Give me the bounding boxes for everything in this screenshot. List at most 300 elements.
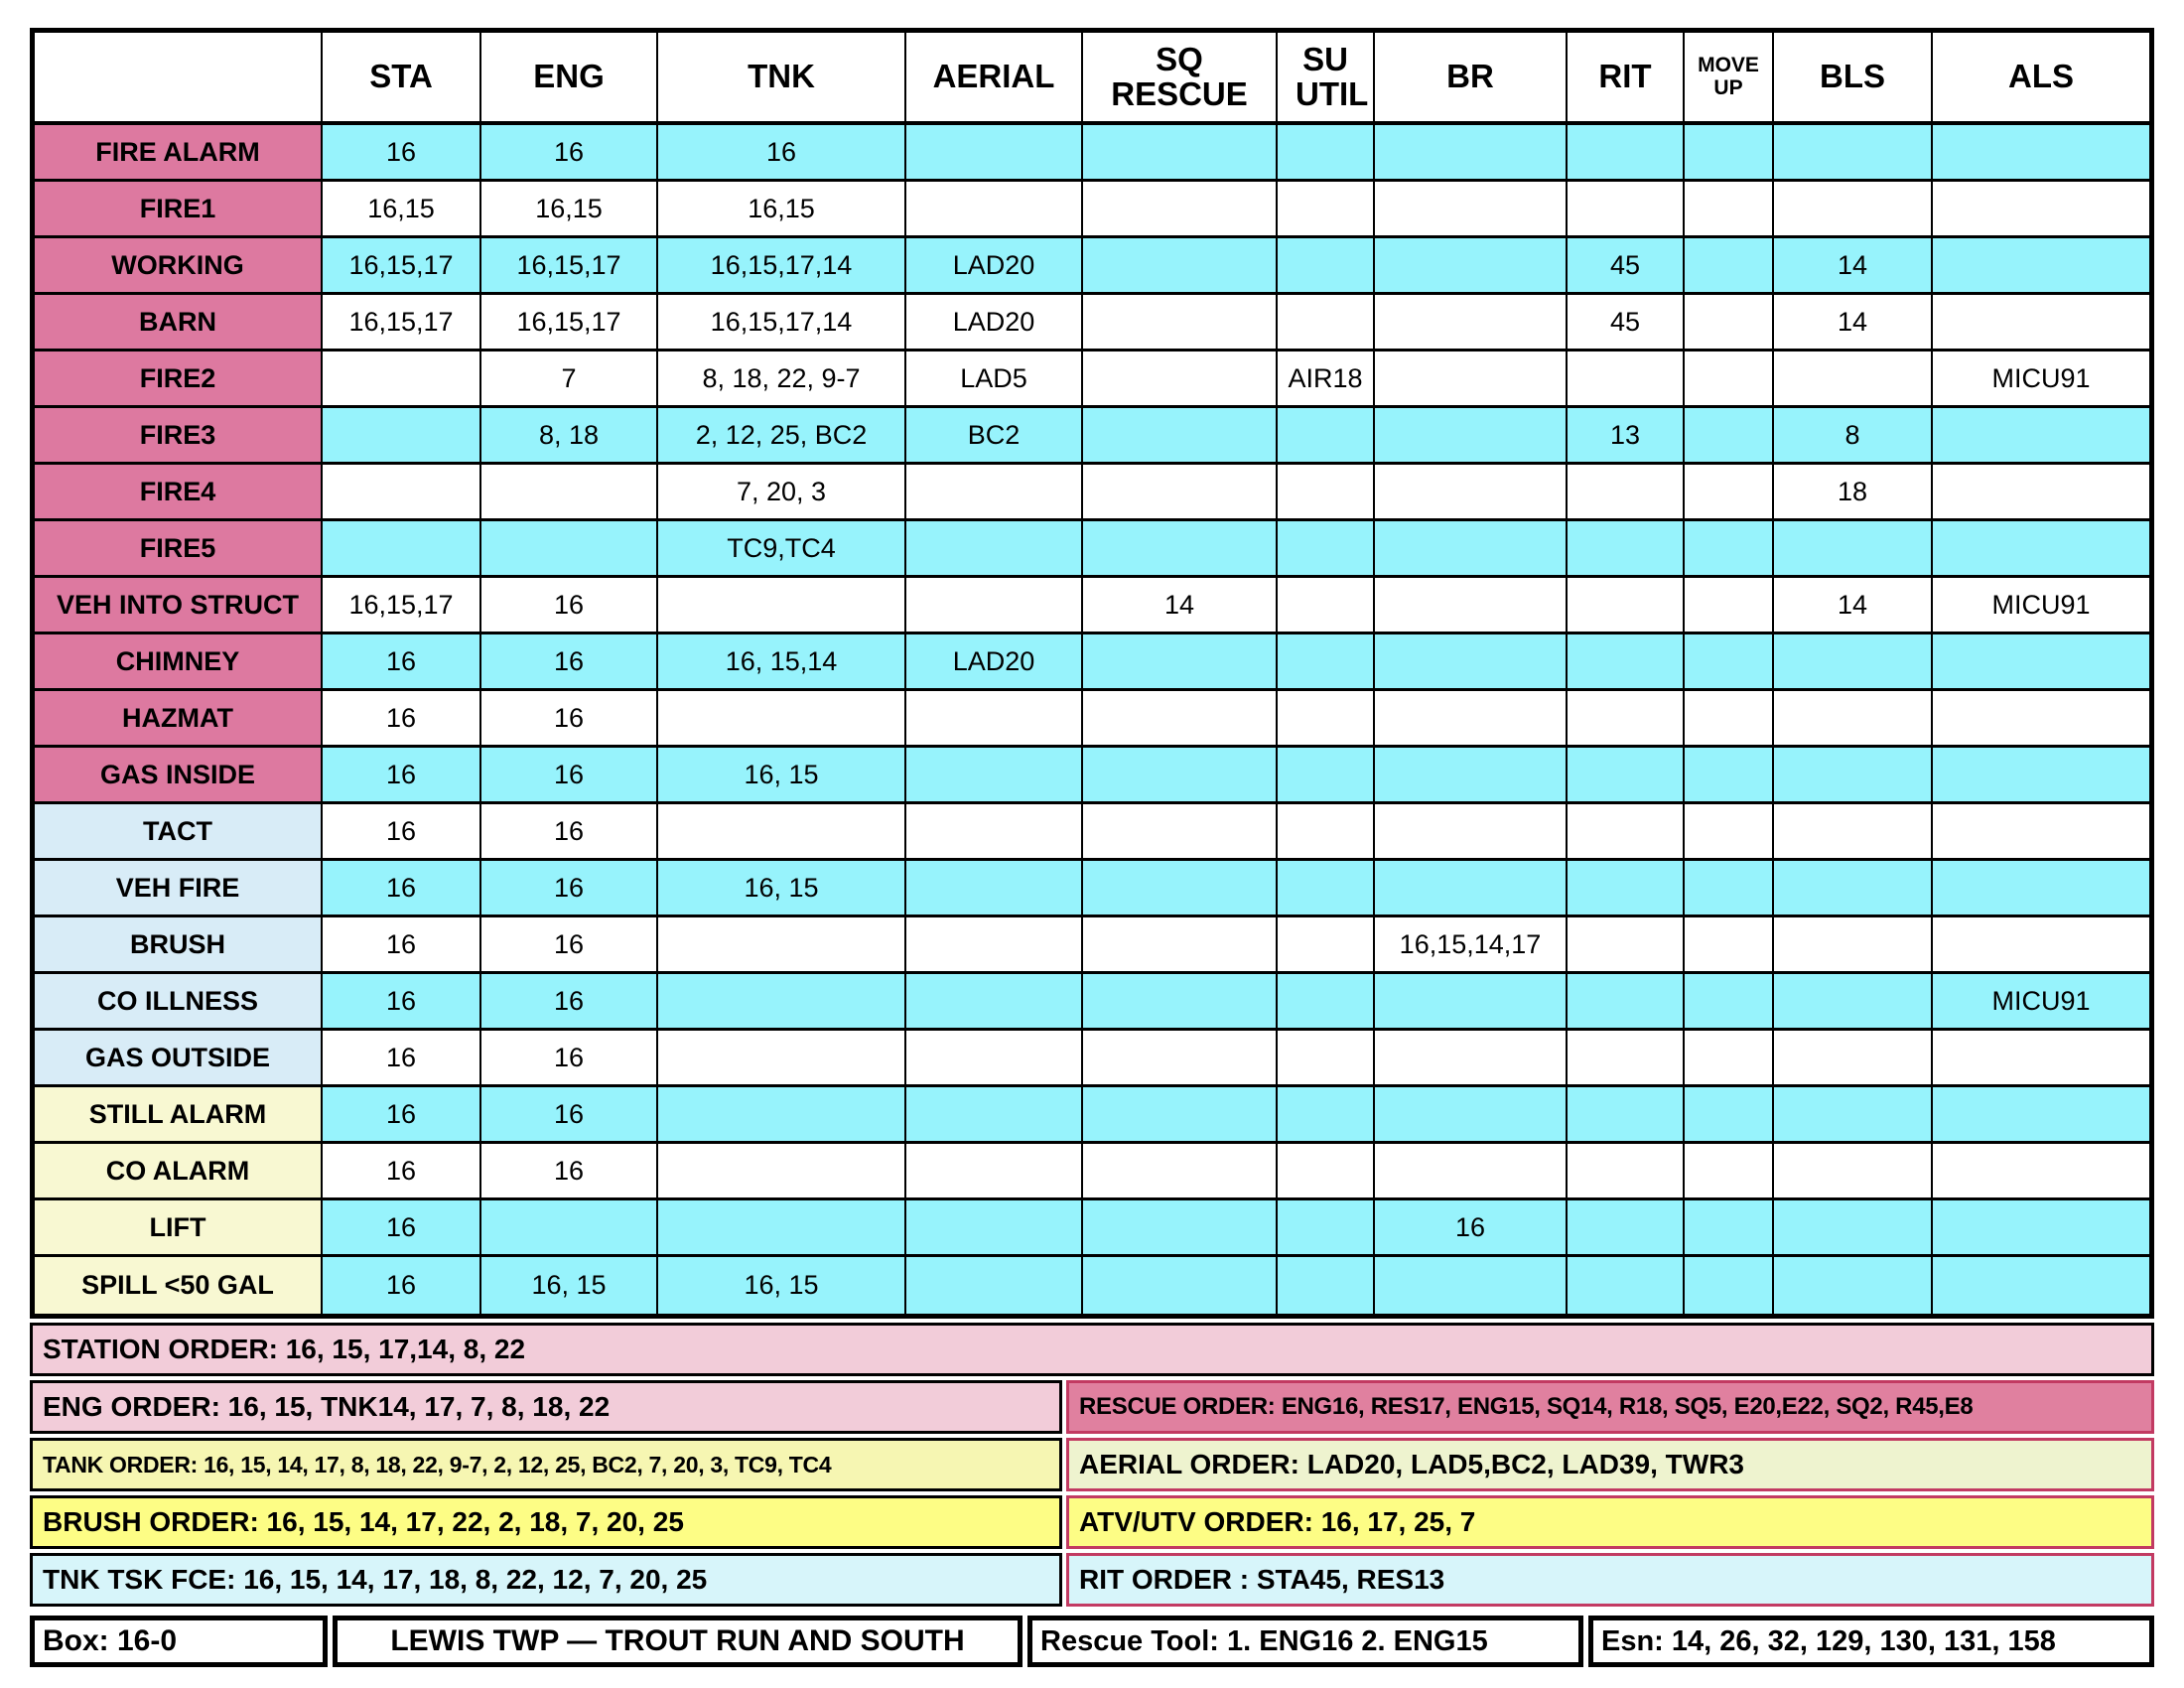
grid-cell-fire1-su_util (1278, 182, 1375, 238)
grid-cell-hazmat-su_util (1278, 691, 1375, 748)
grid-cell-working-tnk (658, 238, 906, 295)
tank-order-text: TANK ORDER: 16, 15, 14, 17, 8, 18, 22, 9-7, 2, 12, 25, BC2, 7, 20, 3, TC9, TC4 (43, 1451, 832, 1477)
grid-cell-value: AIR18 (1288, 362, 1363, 393)
grid-cell-value: 16, 15 (531, 1270, 607, 1300)
grid-cell-fire5-als (1933, 521, 2149, 578)
column-header-label: SU UTIL (1296, 40, 1369, 112)
grid-cell-veh-into-struct-br (1375, 578, 1568, 634)
row-label-gas-inside (35, 748, 323, 804)
grid-cell-barn-sq_rescue (1083, 295, 1278, 352)
grid-cell-fire1-eng (481, 182, 658, 238)
grid-cell-value: 13 (1609, 419, 1641, 450)
grid-cell-co-alarm-eng (481, 1144, 658, 1200)
grid-cell-gas-outside-tnk (658, 1031, 906, 1087)
grid-cell-fire3-als (1933, 408, 2149, 465)
grid-cell-spill-50-gal-br (1375, 1257, 1568, 1314)
grid-cell-co-alarm-sta (323, 1144, 481, 1200)
grid-cell-value: 16,15,17 (348, 589, 454, 620)
column-header-eng (481, 33, 658, 125)
column-header-label: ALS (2008, 58, 2074, 95)
grid-cell-tact-tnk (658, 804, 906, 861)
row-label-text: BARN (139, 306, 216, 337)
row-label-text: FIRE3 (139, 419, 216, 450)
grid-cell-value: 16 (1454, 1211, 1486, 1242)
grid-cell-barn-sta (323, 295, 481, 352)
grid-cell-value: 16 (553, 815, 585, 846)
grid-cell-value: 45 (1609, 249, 1641, 280)
grid-cell-fire-alarm-move_up (1685, 125, 1774, 182)
row-label-fire3 (35, 408, 323, 465)
grid-cell-fire-alarm-sta (323, 125, 481, 182)
grid-cell-brush-bls (1774, 917, 1933, 974)
grid-cell-hazmat-bls (1774, 691, 1933, 748)
grid-cell-tact-aerial (906, 804, 1083, 861)
grid-cell-value: 16,15,17 (516, 249, 621, 280)
grid-cell-fire2-als (1933, 352, 2149, 408)
grid-cell-veh-into-struct-sta (323, 578, 481, 634)
grid-cell-spill-50-gal-sta (323, 1257, 481, 1314)
grid-cell-fire3-aerial (906, 408, 1083, 465)
tnk-rit-order-row (30, 1553, 2154, 1607)
tank-order-box (30, 1438, 1062, 1491)
row-label-spill-50-gal (35, 1257, 323, 1314)
grid-cell-fire3-sta (323, 408, 481, 465)
row-label-fire2 (35, 352, 323, 408)
grid-cell-veh-into-struct-als (1933, 578, 2149, 634)
column-header-br (1375, 33, 1568, 125)
column-header-aerial (906, 33, 1083, 125)
grid-cell-veh-into-struct-bls (1774, 578, 1933, 634)
grid-cell-value: 16 (553, 872, 585, 903)
grid-cell-value: 16,15,17 (348, 249, 454, 280)
row-label-tact (35, 804, 323, 861)
grid-cell-value: 45 (1609, 306, 1641, 337)
rescue-tool-text: Rescue Tool: 1. ENG16 2. ENG15 (1040, 1624, 1488, 1657)
grid-cell-working-als (1933, 238, 2149, 295)
grid-cell-value: 16,15 (748, 193, 815, 223)
grid-cell-working-move_up (1685, 238, 1774, 295)
grid-cell-brush-su_util (1278, 917, 1375, 974)
grid-cell-hazmat-tnk (658, 691, 906, 748)
grid-cell-hazmat-br (1375, 691, 1568, 748)
row-label-text: STILL ALARM (88, 1098, 267, 1129)
grid-cell-gas-outside-sta (323, 1031, 481, 1087)
grid-cell-gas-inside-br (1375, 748, 1568, 804)
grid-cell-hazmat-rit (1568, 691, 1685, 748)
grid-cell-barn-rit (1568, 295, 1685, 352)
row-label-co-alarm (35, 1144, 323, 1200)
rescue-order-box (1066, 1380, 2154, 1434)
column-header-als (1933, 33, 2149, 125)
row-label-text: CHIMNEY (115, 645, 240, 676)
grid-cell-value: 16 (385, 872, 417, 903)
row-label-text: FIRE4 (139, 476, 216, 506)
esn-box (1588, 1616, 2154, 1667)
column-header-label: SQ RESCUE (1111, 40, 1248, 112)
grid-cell-value: 18 (1837, 476, 1868, 506)
grid-cell-veh-fire-als (1933, 861, 2149, 917)
column-header-tnk (658, 33, 906, 125)
column-header-label: TNK (748, 58, 815, 95)
grid-cell-value: 16 (385, 1211, 417, 1242)
grid-cell-value: 16 (553, 1155, 585, 1186)
box-number-text: Box: 16-0 (43, 1624, 178, 1657)
grid-cell-veh-fire-sta (323, 861, 481, 917)
grid-cell-fire2-sta (323, 352, 481, 408)
grid-cell-fire1-sq_rescue (1083, 182, 1278, 238)
grid-cell-fire5-tnk (658, 521, 906, 578)
grid-cell-value: 16,15 (367, 193, 435, 223)
grid-cell-fire4-eng (481, 465, 658, 521)
grid-cell-still-alarm-als (1933, 1087, 2149, 1144)
grid-cell-value: 14 (1837, 249, 1868, 280)
grid-cell-fire-alarm-sq_rescue (1083, 125, 1278, 182)
grid-cell-veh-into-struct-tnk (658, 578, 906, 634)
grid-cell-barn-eng (481, 295, 658, 352)
grid-cell-value: 16 (385, 136, 417, 167)
row-label-fire-alarm (35, 125, 323, 182)
grid-cell-brush-tnk (658, 917, 906, 974)
grid-cell-co-illness-tnk (658, 974, 906, 1031)
grid-cell-hazmat-move_up (1685, 691, 1774, 748)
grid-cell-chimney-eng (481, 634, 658, 691)
grid-cell-value: 16 (553, 759, 585, 789)
grid-cell-working-aerial (906, 238, 1083, 295)
grid-cell-lift-su_util (1278, 1200, 1375, 1257)
grid-cell-spill-50-gal-eng (481, 1257, 658, 1314)
aerial-order-box (1066, 1438, 2154, 1491)
grid-cell-fire4-su_util (1278, 465, 1375, 521)
grid-cell-gas-inside-su_util (1278, 748, 1375, 804)
eng-rescue-order-row (30, 1380, 2154, 1434)
grid-cell-veh-fire-eng (481, 861, 658, 917)
grid-cell-veh-fire-br (1375, 861, 1568, 917)
grid-cell-value: 16 (385, 1098, 417, 1129)
grid-cell-still-alarm-rit (1568, 1087, 1685, 1144)
grid-cell-fire5-br (1375, 521, 1568, 578)
grid-cell-co-alarm-bls (1774, 1144, 1933, 1200)
grid-cell-co-alarm-br (1375, 1144, 1568, 1200)
grid-cell-fire-alarm-aerial (906, 125, 1083, 182)
grid-cell-fire2-bls (1774, 352, 1933, 408)
grid-cell-still-alarm-move_up (1685, 1087, 1774, 1144)
grid-cell-working-rit (1568, 238, 1685, 295)
grid-cell-gas-inside-sq_rescue (1083, 748, 1278, 804)
column-header-rit (1568, 33, 1685, 125)
grid-cell-value: 16 (553, 985, 585, 1016)
grid-cell-value: 16 (385, 645, 417, 676)
grid-cell-still-alarm-sta (323, 1087, 481, 1144)
grid-cell-value: 14 (1163, 589, 1195, 620)
grid-cell-fire1-move_up (1685, 182, 1774, 238)
column-header-sta (323, 33, 481, 125)
footer-row (30, 1616, 2154, 1667)
grid-cell-co-alarm-su_util (1278, 1144, 1375, 1200)
grid-cell-gas-outside-sq_rescue (1083, 1031, 1278, 1087)
row-label-fire1 (35, 182, 323, 238)
grid-cell-co-alarm-move_up (1685, 1144, 1774, 1200)
grid-cell-lift-eng (481, 1200, 658, 1257)
grid-cell-fire4-sta (323, 465, 481, 521)
grid-cell-tact-su_util (1278, 804, 1375, 861)
grid-cell-still-alarm-bls (1774, 1087, 1933, 1144)
grid-cell-spill-50-gal-sq_rescue (1083, 1257, 1278, 1314)
grid-cell-fire4-rit (1568, 465, 1685, 521)
row-label-text: BRUSH (129, 928, 225, 959)
row-label-brush (35, 917, 323, 974)
row-label-text: GAS OUTSIDE (84, 1042, 271, 1072)
grid-cell-fire5-eng (481, 521, 658, 578)
grid-cell-gas-outside-eng (481, 1031, 658, 1087)
grid-cell-value: 7, 20, 3 (736, 476, 827, 506)
row-label-text: TACT (143, 815, 212, 846)
grid-cell-value: 16 (385, 815, 417, 846)
grid-cell-fire1-aerial (906, 182, 1083, 238)
grid-cell-fire4-tnk (658, 465, 906, 521)
grid-cell-value: LAD5 (960, 362, 1027, 393)
grid-cell-hazmat-als (1933, 691, 2149, 748)
grid-cell-co-illness-br (1375, 974, 1568, 1031)
grid-cell-lift-sq_rescue (1083, 1200, 1278, 1257)
grid-cell-fire1-rit (1568, 182, 1685, 238)
grid-cell-fire-alarm-als (1933, 125, 2149, 182)
grid-cell-lift-br (1375, 1200, 1568, 1257)
grid-cell-co-illness-move_up (1685, 974, 1774, 1031)
grid-cell-value: LAD20 (952, 249, 1035, 280)
brush-atv-order-row (30, 1495, 2154, 1549)
tnk-tsk-fce-box (30, 1553, 1062, 1607)
grid-cell-spill-50-gal-bls (1774, 1257, 1933, 1314)
grid-cell-tact-eng (481, 804, 658, 861)
grid-cell-fire-alarm-tnk (658, 125, 906, 182)
atv-utv-order-box (1066, 1495, 2154, 1549)
grid-cell-fire3-su_util (1278, 408, 1375, 465)
grid-cell-fire1-bls (1774, 182, 1933, 238)
grid-cell-fire3-rit (1568, 408, 1685, 465)
grid-cell-gas-outside-aerial (906, 1031, 1083, 1087)
grid-cell-fire5-aerial (906, 521, 1083, 578)
row-label-chimney (35, 634, 323, 691)
row-label-barn (35, 295, 323, 352)
grid-cell-fire5-su_util (1278, 521, 1375, 578)
row-label-text: FIRE5 (139, 532, 216, 563)
aerial-order-text: AERIAL ORDER: LAD20, LAD5,BC2, LAD39, TWR3 (1079, 1449, 1745, 1479)
tnk-tsk-fce-text: TNK TSK FCE: 16, 15, 14, 17, 18, 8, 22, 12, 7, 20, 25 (43, 1564, 708, 1595)
grid-cell-fire-alarm-bls (1774, 125, 1933, 182)
grid-cell-fire3-move_up (1685, 408, 1774, 465)
grid-cell-value: 16,15,17,14 (710, 306, 853, 337)
rit-order-box (1066, 1553, 2154, 1607)
grid-cell-hazmat-sq_rescue (1083, 691, 1278, 748)
grid-cell-value: 14 (1837, 306, 1868, 337)
row-label-text: VEH FIRE (115, 872, 240, 903)
grid-cell-value: 14 (1837, 589, 1868, 620)
column-header-su_util (1278, 33, 1375, 125)
row-label-text: FIRE1 (139, 193, 216, 223)
row-label-veh-fire (35, 861, 323, 917)
grid-cell-fire2-aerial (906, 352, 1083, 408)
row-label-gas-outside (35, 1031, 323, 1087)
box-number-box (30, 1616, 328, 1667)
grid-cell-value: 16 (385, 1042, 417, 1072)
row-label-fire5 (35, 521, 323, 578)
grid-cell-value: 16 (553, 1098, 585, 1129)
column-header-label: AERIAL (932, 58, 1055, 95)
column-header-label: RIT (1598, 58, 1652, 95)
grid-cell-fire3-bls (1774, 408, 1933, 465)
grid-cell-fire1-br (1375, 182, 1568, 238)
grid-cell-fire-alarm-br (1375, 125, 1568, 182)
grid-cell-value: 16 (553, 589, 585, 620)
grid-cell-value: MICU91 (1991, 985, 2091, 1016)
row-label-veh-into-struct (35, 578, 323, 634)
grid-cell-fire3-br (1375, 408, 1568, 465)
brush-order-box (30, 1495, 1062, 1549)
grid-cell-gas-inside-rit (1568, 748, 1685, 804)
grid-cell-veh-fire-aerial (906, 861, 1083, 917)
grid-cell-value: MICU91 (1991, 362, 2091, 393)
grid-cell-gas-outside-als (1933, 1031, 2149, 1087)
grid-cell-spill-50-gal-rit (1568, 1257, 1685, 1314)
grid-cell-fire1-sta (323, 182, 481, 238)
grid-cell-chimney-sta (323, 634, 481, 691)
grid-cell-barn-aerial (906, 295, 1083, 352)
grid-cell-co-illness-su_util (1278, 974, 1375, 1031)
grid-cell-hazmat-eng (481, 691, 658, 748)
grid-cell-fire4-move_up (1685, 465, 1774, 521)
grid-cell-barn-su_util (1278, 295, 1375, 352)
grid-cell-lift-aerial (906, 1200, 1083, 1257)
row-label-working (35, 238, 323, 295)
grid-cell-value: 16 (765, 136, 797, 167)
grid-cell-co-alarm-tnk (658, 1144, 906, 1200)
grid-cell-fire4-als (1933, 465, 2149, 521)
grid-cell-barn-tnk (658, 295, 906, 352)
grid-cell-brush-move_up (1685, 917, 1774, 974)
grid-cell-working-br (1375, 238, 1568, 295)
grid-cell-spill-50-gal-als (1933, 1257, 2149, 1314)
grid-cell-fire1-tnk (658, 182, 906, 238)
grid-cell-co-alarm-rit (1568, 1144, 1685, 1200)
grid-cell-fire1-als (1933, 182, 2149, 238)
eng-order-text: ENG ORDER: 16, 15, TNK14, 17, 7, 8, 18, 22 (43, 1391, 611, 1422)
grid-cell-barn-bls (1774, 295, 1933, 352)
grid-cell-working-eng (481, 238, 658, 295)
grid-cell-fire4-bls (1774, 465, 1933, 521)
grid-cell-lift-rit (1568, 1200, 1685, 1257)
row-label-text: GAS INSIDE (99, 759, 256, 789)
grid-cell-spill-50-gal-aerial (906, 1257, 1083, 1314)
grid-cell-fire2-su_util (1278, 352, 1375, 408)
esn-text: Esn: 14, 26, 32, 129, 130, 131, 158 (1601, 1624, 2056, 1657)
grid-cell-veh-fire-bls (1774, 861, 1933, 917)
rit-order-text: RIT ORDER : STA45, RES13 (1079, 1564, 1445, 1595)
row-label-lift (35, 1200, 323, 1257)
row-label-text: WORKING (111, 249, 244, 280)
grid-cell-chimney-br (1375, 634, 1568, 691)
row-label-hazmat (35, 691, 323, 748)
grid-cell-value: 16 (553, 1042, 585, 1072)
column-header-label: ENG (533, 58, 605, 95)
grid-cell-fire5-sta (323, 521, 481, 578)
grid-cell-tact-sq_rescue (1083, 804, 1278, 861)
grid-cell-value: 7 (561, 362, 577, 393)
grid-cell-barn-move_up (1685, 295, 1774, 352)
grid-cell-fire2-br (1375, 352, 1568, 408)
brush-order-text: BRUSH ORDER: 16, 15, 14, 17, 22, 2, 18, 7, 20, 25 (43, 1506, 684, 1537)
grid-cell-tact-br (1375, 804, 1568, 861)
grid-cell-working-su_util (1278, 238, 1375, 295)
grid-cell-co-alarm-sq_rescue (1083, 1144, 1278, 1200)
grid-cell-value: 8, 18 (538, 419, 600, 450)
grid-cell-fire5-rit (1568, 521, 1685, 578)
location-text: LEWIS TWP — TROUT RUN AND SOUTH (390, 1624, 965, 1657)
row-label-still-alarm (35, 1087, 323, 1144)
row-label-text: CO ALARM (105, 1155, 250, 1186)
grid-cell-chimney-su_util (1278, 634, 1375, 691)
grid-cell-gas-outside-move_up (1685, 1031, 1774, 1087)
station-order-box (30, 1323, 2154, 1376)
column-header-incident_type (35, 33, 323, 125)
row-label-text: SPILL <50 GAL (81, 1270, 274, 1300)
grid-cell-hazmat-sta (323, 691, 481, 748)
grid-cell-veh-into-struct-rit (1568, 578, 1685, 634)
grid-cell-value: BC2 (967, 419, 1021, 450)
grid-cell-gas-inside-move_up (1685, 748, 1774, 804)
grid-cell-fire3-eng (481, 408, 658, 465)
grid-cell-lift-tnk (658, 1200, 906, 1257)
grid-cell-fire2-move_up (1685, 352, 1774, 408)
grid-cell-gas-inside-aerial (906, 748, 1083, 804)
grid-cell-value: 16 (385, 759, 417, 789)
grid-cell-fire4-sq_rescue (1083, 465, 1278, 521)
grid-cell-veh-fire-rit (1568, 861, 1685, 917)
grid-cell-veh-fire-su_util (1278, 861, 1375, 917)
grid-cell-veh-fire-tnk (658, 861, 906, 917)
grid-cell-lift-als (1933, 1200, 2149, 1257)
grid-cell-tact-move_up (1685, 804, 1774, 861)
grid-cell-value: 16 (385, 702, 417, 733)
grid-cell-value: 16, 15,14 (725, 645, 838, 676)
grid-cell-value: 16 (385, 985, 417, 1016)
grid-cell-spill-50-gal-tnk (658, 1257, 906, 1314)
grid-cell-fire2-rit (1568, 352, 1685, 408)
grid-cell-value: 16 (385, 928, 417, 959)
grid-cell-brush-sta (323, 917, 481, 974)
grid-cell-tact-rit (1568, 804, 1685, 861)
grid-cell-co-alarm-als (1933, 1144, 2149, 1200)
grid-cell-fire3-sq_rescue (1083, 408, 1278, 465)
grid-cell-value: 16, 15 (744, 872, 819, 903)
grid-cell-veh-into-struct-eng (481, 578, 658, 634)
grid-cell-value: 16, 15 (744, 759, 819, 789)
grid-cell-value: 16 (385, 1270, 417, 1300)
grid-cell-co-illness-sta (323, 974, 481, 1031)
grid-cell-chimney-bls (1774, 634, 1933, 691)
station-order-row (30, 1323, 2154, 1376)
rescue-order-text: RESCUE ORDER: ENG16, RES17, ENG15, SQ14, R18, SQ5, E20,E22, SQ2, R45,E8 (1079, 1393, 1974, 1420)
grid-cell-still-alarm-aerial (906, 1087, 1083, 1144)
grid-cell-fire-alarm-rit (1568, 125, 1685, 182)
grid-cell-chimney-rit (1568, 634, 1685, 691)
grid-cell-chimney-aerial (906, 634, 1083, 691)
grid-cell-still-alarm-br (1375, 1087, 1568, 1144)
rescue-tool-box (1027, 1616, 1583, 1667)
grid-cell-co-illness-sq_rescue (1083, 974, 1278, 1031)
row-label-text: CO ILLNESS (96, 985, 258, 1016)
grid-cell-chimney-move_up (1685, 634, 1774, 691)
grid-cell-working-bls (1774, 238, 1933, 295)
